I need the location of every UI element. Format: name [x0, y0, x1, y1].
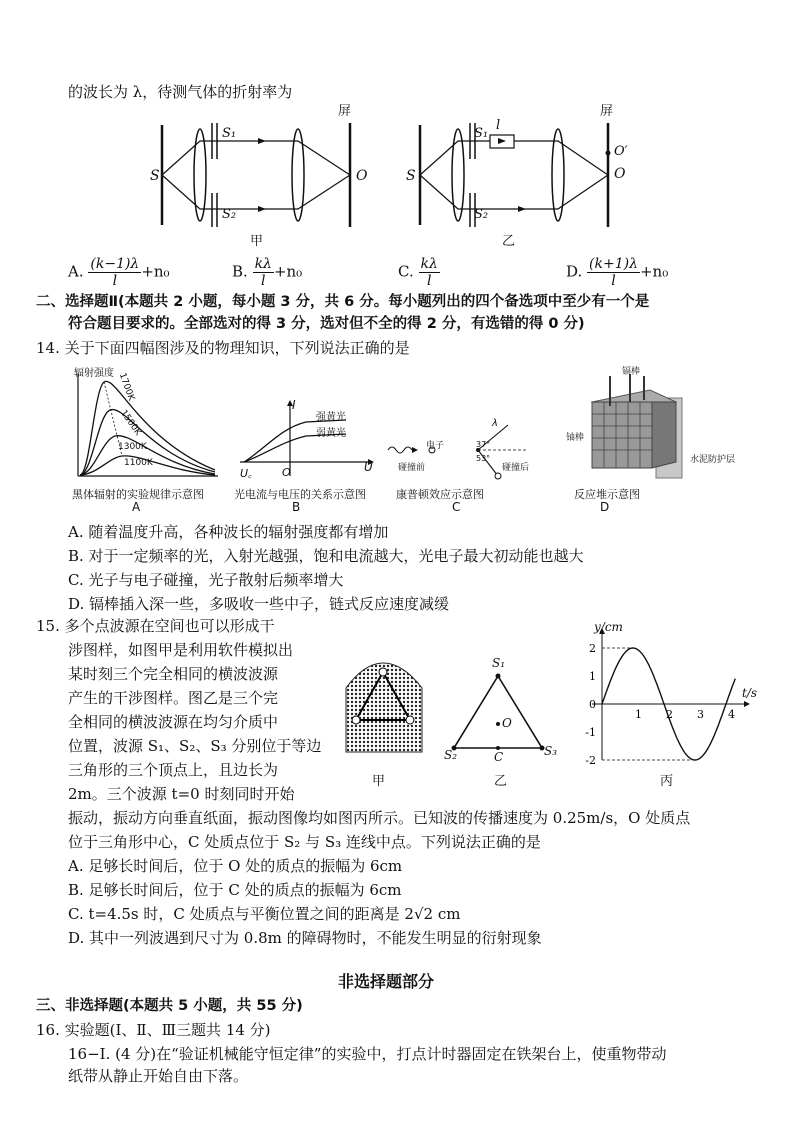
- section3-header: 三、非选择题(本题共 5 小题，共 55 分): [36, 998, 303, 1014]
- q14-a-t2: 1500K: [118, 408, 143, 438]
- q14-option-b[interactable]: B. 对于一定频率的光，入射光越强，饱和电流越大，光电子最大初动能也越大: [68, 547, 584, 565]
- q13-intro: 的波长为 λ，待测气体的折射率为: [68, 83, 293, 101]
- q15-yi-label: 乙: [494, 774, 508, 789]
- q14-b-strong: 强黄光: [316, 412, 346, 423]
- wave-ytick: -1: [585, 726, 596, 739]
- q15-figure-yi-triangle: [446, 668, 556, 758]
- q14-option-a[interactable]: A. 随着温度升高，各种波长的辐射强度都有增加: [68, 523, 389, 541]
- q14-a-t3: 1300K: [118, 442, 147, 452]
- q15-line-10: 位于三角形中心，C 处质点位于 S₂ 与 S₃ 连线中点。下列说法正确的是: [68, 833, 541, 851]
- q14-option-c[interactable]: C. 光子与电子碰撞，光子散射后频率增大: [68, 571, 344, 589]
- q14-d-rod2: 铀棒: [566, 433, 585, 443]
- q13-yi-label: 乙: [502, 234, 516, 249]
- q13-yi-screen: 屏: [600, 104, 614, 119]
- q13-figure-jia: [140, 105, 380, 245]
- wave-ytick: -2: [585, 754, 596, 764]
- q15-yi-S1: S₁: [492, 656, 506, 670]
- q15-line-5: 全相同的横波波源在均匀介质中: [68, 713, 279, 731]
- q15-line-6: 位置，波源 S₁、S₂、S₃ 分别位于等边: [68, 737, 322, 755]
- q14-c-before: 碰撞前: [398, 463, 426, 473]
- wave-xtick: 4: [728, 708, 735, 721]
- q14-option-d[interactable]: D. 镉棒插入深一些，多吸收一些中子，链式反应速度减缓: [68, 595, 450, 613]
- q14-d-rod1: 镉棒: [622, 367, 641, 377]
- q15-bing-xlabel: t/s: [742, 686, 758, 700]
- wave-xtick: 1: [635, 708, 642, 721]
- wave-ytick: 2: [589, 642, 596, 655]
- q15-yi-S3: S₃: [544, 744, 558, 758]
- q14-c-a2: 53°: [476, 454, 491, 463]
- q16-1-line2: 纸带从静止开始自由下落。: [68, 1067, 249, 1085]
- q15-yi-O: O: [502, 716, 512, 730]
- q15-option-c[interactable]: C. t=4.5s 时，C 处质点与平衡位置之间的距离是 2√2 cm: [68, 905, 461, 923]
- q13-yi-l: l: [496, 118, 501, 133]
- q13-yi-S: S: [406, 168, 416, 184]
- q15-yi-C: C: [494, 750, 504, 764]
- q14-a-caption: 黑体辐射的实验规律示意图: [72, 488, 204, 501]
- q15-figure-bing-vibration-graph: [578, 624, 758, 764]
- q14-c-lambda: λ: [492, 418, 498, 429]
- q15-line-4: 产生的干涉图样。图乙是三个完: [68, 689, 279, 707]
- q15-line-8: 2m。三个波源 t=0 时刻同时开始: [68, 785, 295, 803]
- q13-figure-yi: [398, 105, 638, 245]
- q14-c-caption: 康普顿效应示意图: [396, 488, 484, 501]
- wave-ytick: 1: [589, 670, 596, 683]
- q14-figure-c-compton: [382, 416, 532, 486]
- q13-option-d[interactable]: D. $\frac{(k+1)\lambda}{l}$ +n₀: [566, 256, 669, 289]
- q16-1-line1: 16−Ⅰ. (4 分)在“验证机械能守恒定律”的实验中，打点计时器固定在铁架台上，使重物带动: [68, 1045, 667, 1063]
- q14-c-after: 碰撞后: [502, 463, 530, 473]
- q14-b-weak: 弱黄光: [316, 428, 346, 439]
- q14-d-letter: D: [600, 500, 610, 514]
- q14-d-caption: 反应堆示意图: [574, 488, 640, 501]
- q13-jia-S1: S₁: [222, 126, 237, 141]
- q14-a-letter: A: [132, 500, 141, 514]
- q13-jia-S: S: [150, 168, 160, 184]
- q13-yi-S1: S₁: [474, 126, 489, 141]
- q14-b-caption: 光电流与电压的关系示意图: [234, 488, 366, 501]
- q14-b-I: I: [292, 398, 296, 412]
- q14-b-U: U: [364, 460, 373, 474]
- q14-a-ylabel: 辐射强度: [74, 368, 114, 379]
- q13-jia-O: O: [356, 168, 368, 184]
- section2-line1: 二、选择题Ⅱ(本题共 2 小题，每小题 3 分，共 6 分。每小题列出的四个备选项中至少有一个是: [36, 294, 650, 310]
- wave-ytick: 0: [589, 698, 596, 711]
- q13-option-c[interactable]: C. $\frac{k\lambda}{l}$: [398, 256, 438, 289]
- q14-b-O: O: [282, 466, 291, 479]
- q15-option-b[interactable]: B. 足够长时间后，位于 C 处的质点的振幅为 6cm: [68, 881, 402, 899]
- q15-option-d[interactable]: D. 其中一列波遇到尺寸为 0.8m 的障碍物时，不能发生明显的衍射现象: [68, 929, 542, 947]
- q14-c-electron: 电子: [426, 441, 445, 451]
- q15-line-1: 15. 多个点波源在空间也可以形成干: [36, 617, 275, 635]
- section2-line2: 符合题目要求的。全部选对的得 3 分，选对但不全的得 2 分，有选错的得 0 分): [68, 316, 585, 332]
- q15-line-2: 涉图样，如图甲是利用软件模拟出: [68, 641, 294, 659]
- q14-d-wall: 水泥防护层: [690, 455, 736, 465]
- q13-yi-O-prime: O′: [614, 144, 628, 159]
- q15-yi-S2: S₂: [444, 748, 458, 762]
- q15-line-9: 振动，振动方向垂直纸面，振动图像均如图丙所示。已知波的传播速度为 0.25m/s，O 处质点: [68, 809, 691, 827]
- q15-bing-ylabel: y/cm: [594, 620, 623, 634]
- q13-jia-screen: 屏: [338, 104, 352, 119]
- q14-figure-b-photocurrent: [236, 398, 376, 478]
- q13-jia-label: 甲: [250, 234, 264, 249]
- q14-b-letter: B: [292, 500, 301, 514]
- q13-yi-S2: S₂: [474, 207, 489, 222]
- q14-c-letter: C: [452, 500, 461, 514]
- wave-xtick: 2: [666, 708, 673, 721]
- wave-xtick: 3: [697, 708, 704, 721]
- q14-c-a1: 37°: [476, 440, 491, 449]
- q14-stem: 14. 关于下面四幅图涉及的物理知识，下列说法正确的是: [36, 339, 410, 357]
- q14-figure-d-reactor: [580, 372, 690, 484]
- q14-a-t1: 1700K: [116, 371, 137, 403]
- q13-option-b[interactable]: B. $\frac{k\lambda}{l}$ +n₀: [232, 256, 303, 289]
- q15-figure-jia-interference: [338, 648, 428, 758]
- q15-line-3: 某时刻三个完全相同的横波波源: [68, 665, 279, 683]
- q15-jia-label: 甲: [372, 774, 386, 789]
- q15-option-a[interactable]: A. 足够长时间后，位于 O 处的质点的振幅为 6cm: [68, 857, 403, 875]
- q15-bing-label: 丙: [660, 774, 674, 789]
- q13-option-a[interactable]: A. $\frac{(k-1)\lambda}{l}$ +n₀: [68, 256, 170, 289]
- q14-a-t4: 1100K: [124, 458, 153, 468]
- q16-header: 16. 实验题(Ⅰ、Ⅱ、Ⅲ三题共 14 分): [36, 1021, 271, 1039]
- q15-line-7: 三角形的三个顶点上，且边长为: [68, 761, 279, 779]
- q13-jia-S2: S₂: [222, 207, 237, 222]
- part2-title: 非选择题部分: [338, 972, 435, 991]
- q14-b-Uc: U꜀: [240, 467, 252, 480]
- q13-yi-O: O: [614, 166, 626, 182]
